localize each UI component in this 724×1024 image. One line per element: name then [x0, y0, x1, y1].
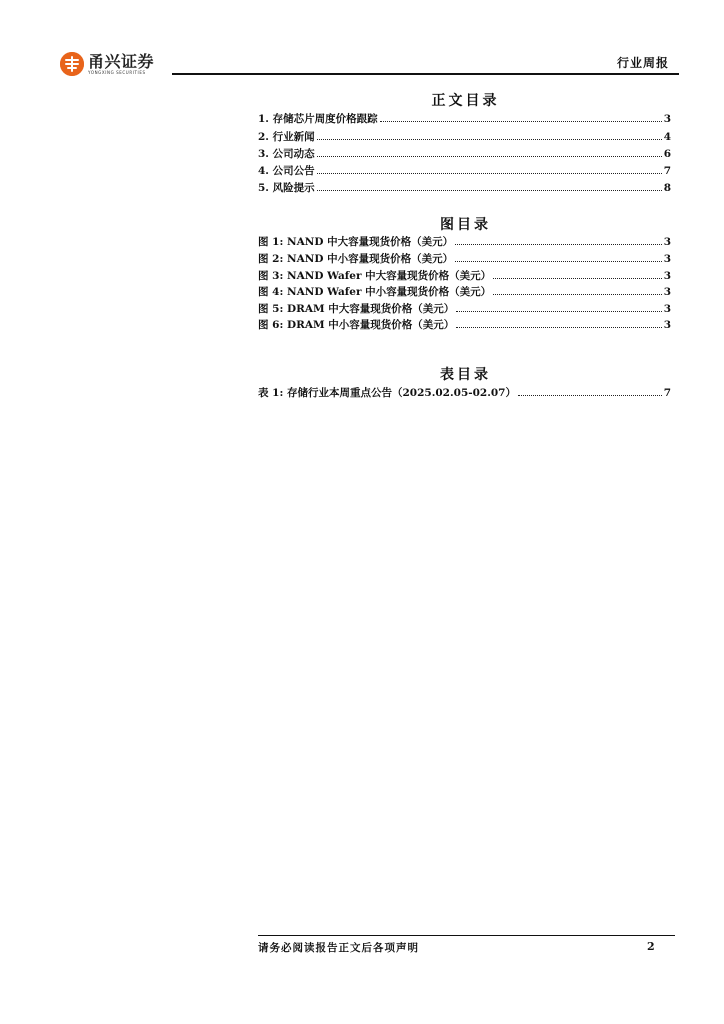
leader-dots — [456, 302, 661, 312]
page-number: 2 — [647, 940, 655, 953]
toc-entry[interactable] — [258, 112, 671, 126]
toc-entry-page: 8 — [663, 182, 671, 194]
figure-entry[interactable] — [258, 235, 671, 249]
leader-dots — [493, 269, 662, 279]
company-logo-icon — [60, 52, 84, 76]
toc-entry[interactable] — [258, 147, 671, 161]
leader-dots — [455, 235, 662, 245]
figure-entry-label: 图 6: DRAM 中小容量现货价格（美元） — [258, 319, 455, 331]
toc-entry-label: 4. 公司公告 — [258, 165, 315, 177]
table-entry-label: 表 1: 存储行业本周重点公告（2025.02.05-02.07） — [258, 387, 516, 399]
figure-entry[interactable] — [258, 252, 671, 266]
logo-english-name: YONGXING SECURITIES — [88, 69, 146, 75]
figure-entry-label: 图 4: NAND Wafer 中小容量现货价格（美元） — [258, 286, 492, 298]
toc-title: 正文目录 — [431, 93, 500, 109]
leader-dots — [317, 164, 662, 174]
figure-entry-label: 图 2: NAND 中小容量现货价格（美元） — [258, 253, 454, 265]
figure-entry[interactable] — [258, 302, 671, 316]
figure-entry-page: 3 — [663, 270, 671, 282]
toc-entry-label: 5. 风险提示 — [258, 182, 315, 194]
toc-entry[interactable] — [258, 181, 671, 195]
toc-entry[interactable] — [258, 130, 671, 144]
figures-title: 图目录 — [440, 217, 491, 233]
toc-entry-page: 6 — [663, 148, 671, 160]
table-entry-page: 7 — [663, 387, 671, 399]
toc-entry-label: 2. 行业新闻 — [258, 131, 315, 143]
toc-entry-label: 1. 存储芯片周度价格跟踪 — [258, 113, 378, 125]
leader-dots — [456, 318, 661, 328]
figure-entry-label: 图 1: NAND 中大容量现货价格（美元） — [258, 236, 454, 248]
figure-entry-page: 3 — [663, 286, 671, 298]
figure-entry-page: 3 — [663, 253, 671, 265]
report-type: 行业周报 — [616, 56, 669, 70]
footer-disclaimer: 请务必阅读报告正文后各项声明 — [258, 942, 419, 954]
header-divider — [172, 73, 679, 75]
tables-title: 表目录 — [440, 367, 491, 383]
page-header — [60, 50, 675, 76]
toc-entry-label: 3. 公司动态 — [258, 148, 315, 160]
figure-entry[interactable] — [258, 318, 671, 332]
figure-entry-page: 3 — [663, 236, 671, 248]
leader-dots — [380, 112, 662, 122]
company-logo — [60, 52, 154, 76]
leader-dots — [317, 181, 662, 191]
leader-dots — [455, 252, 662, 262]
footer-divider — [258, 935, 675, 936]
figure-entry[interactable] — [258, 269, 671, 283]
figure-entry-label: 图 5: DRAM 中大容量现货价格（美元） — [258, 303, 455, 315]
figure-entry-page: 3 — [663, 319, 671, 331]
figure-entry-label: 图 3: NAND Wafer 中大容量现货价格（美元） — [258, 270, 492, 282]
table-entry[interactable] — [258, 386, 671, 400]
leader-dots — [317, 147, 662, 157]
figure-entry[interactable] — [258, 285, 671, 299]
leader-dots — [493, 285, 662, 295]
figure-entry-page: 3 — [663, 303, 671, 315]
toc-entry-page: 3 — [663, 113, 671, 125]
logo-chinese-name: 甬兴证券 — [88, 51, 155, 71]
leader-dots — [317, 130, 662, 140]
toc-entry[interactable] — [258, 164, 671, 178]
leader-dots — [518, 386, 662, 396]
toc-entry-page: 7 — [663, 165, 671, 177]
toc-entry-page: 4 — [663, 131, 671, 143]
